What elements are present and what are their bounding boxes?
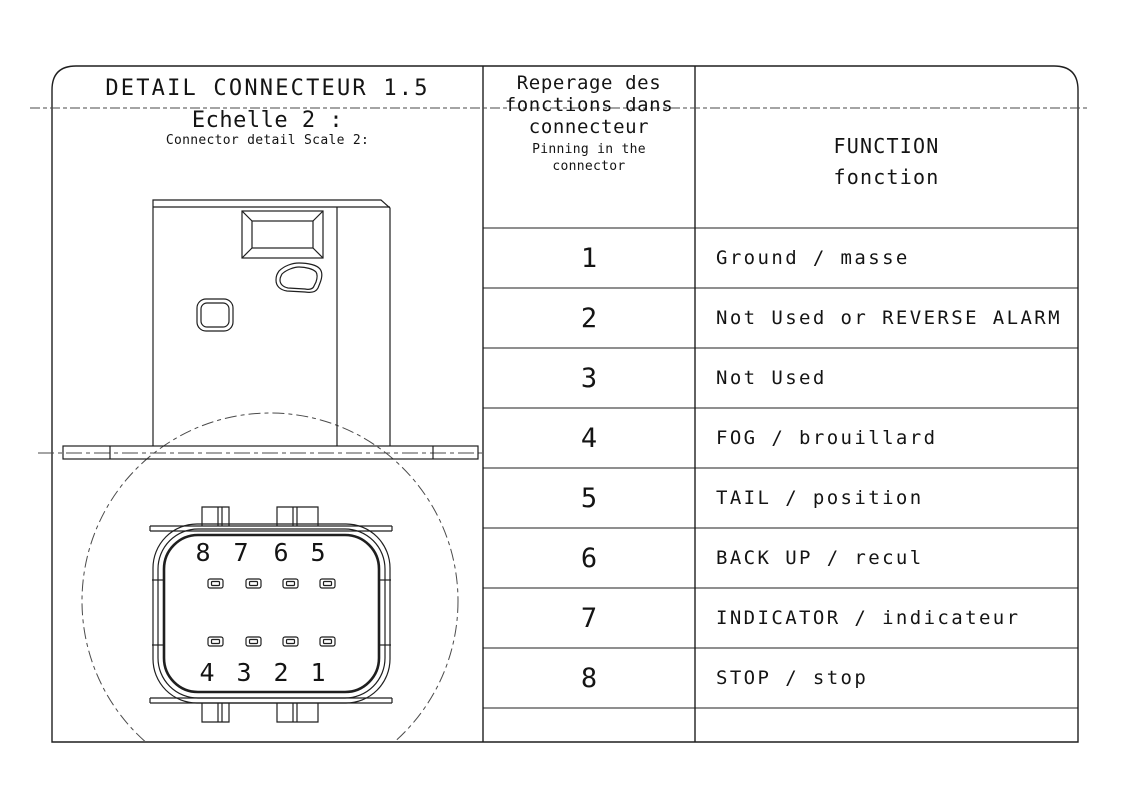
connector-face-view	[150, 507, 392, 722]
function-cell: STOP / stop	[716, 667, 869, 689]
pin-header-en-line-2: connector	[552, 159, 626, 174]
pin-number-8: 8	[195, 538, 211, 567]
table-row	[483, 528, 1078, 588]
function-cell: FOG / brouillard	[716, 427, 938, 449]
keying-hole-upper	[276, 263, 322, 292]
pin-header-line-2: fonctions dans	[504, 94, 674, 116]
pin-number-6: 6	[273, 538, 289, 567]
keying-hole-lower	[197, 299, 233, 331]
pin-number-7: 7	[233, 538, 249, 567]
function-cell: Not Used	[716, 367, 827, 389]
pin-number-3: 3	[236, 658, 252, 687]
pin-header-en-line-1: Pinning in the	[532, 142, 646, 157]
detail-zoom-circle	[82, 413, 458, 789]
scale-label-en: Connector detail Scale 2:	[165, 133, 370, 148]
face-outline-mid	[158, 529, 385, 698]
table-row	[483, 408, 1078, 468]
function-cell: Ground / masse	[716, 247, 910, 269]
pin-header-line-3: connecteur	[528, 116, 650, 138]
table-row	[483, 348, 1078, 408]
pin-number-5: 5	[310, 538, 326, 567]
pin-cell: 7	[580, 602, 598, 634]
pin-header-line-1: Reperage des	[516, 72, 662, 94]
pin-column-header-en	[483, 141, 695, 175]
pin-cavities-bottom	[208, 637, 335, 646]
pin-cell: 5	[580, 482, 598, 514]
function-cell: BACK UP / recul	[716, 547, 924, 569]
pin-number-2: 2	[273, 658, 289, 687]
table-row	[483, 648, 1078, 708]
pin-function-table	[483, 228, 1078, 708]
pin-cell: 8	[580, 662, 598, 694]
pin-cell: 3	[580, 362, 598, 394]
table-row	[483, 228, 1078, 288]
pin-number-1: 1	[310, 658, 326, 687]
function-header-en: FUNCTION	[833, 134, 940, 158]
function-column-header	[695, 131, 1078, 193]
function-header-fr: fonction	[833, 165, 940, 189]
face-outline-outer	[153, 524, 390, 703]
pin-cell: 2	[580, 302, 598, 334]
pin-number-4: 4	[199, 658, 215, 687]
pin-cell: 6	[580, 542, 598, 574]
pin-cell: 1	[580, 242, 598, 274]
pin-cavities-top	[208, 579, 335, 588]
connector-side-view	[63, 200, 478, 459]
pin-column-header-fr	[483, 72, 695, 138]
pin-cell: 4	[580, 422, 598, 454]
table-row	[483, 588, 1078, 648]
face-lugs	[202, 507, 318, 722]
function-cell: INDICATOR / indicateur	[716, 607, 1021, 629]
drawing-title: DETAIL CONNECTEUR 1.5	[105, 76, 430, 101]
function-cell: TAIL / position	[716, 487, 924, 509]
connector-body	[153, 200, 390, 446]
scale-label-fr: Echelle 2 :	[191, 108, 344, 133]
face-pin-numbers	[195, 538, 325, 687]
latch-window	[242, 211, 323, 258]
function-cell: Not Used or REVERSE ALARM	[716, 307, 1062, 329]
table-row	[483, 468, 1078, 528]
table-row	[483, 288, 1078, 348]
